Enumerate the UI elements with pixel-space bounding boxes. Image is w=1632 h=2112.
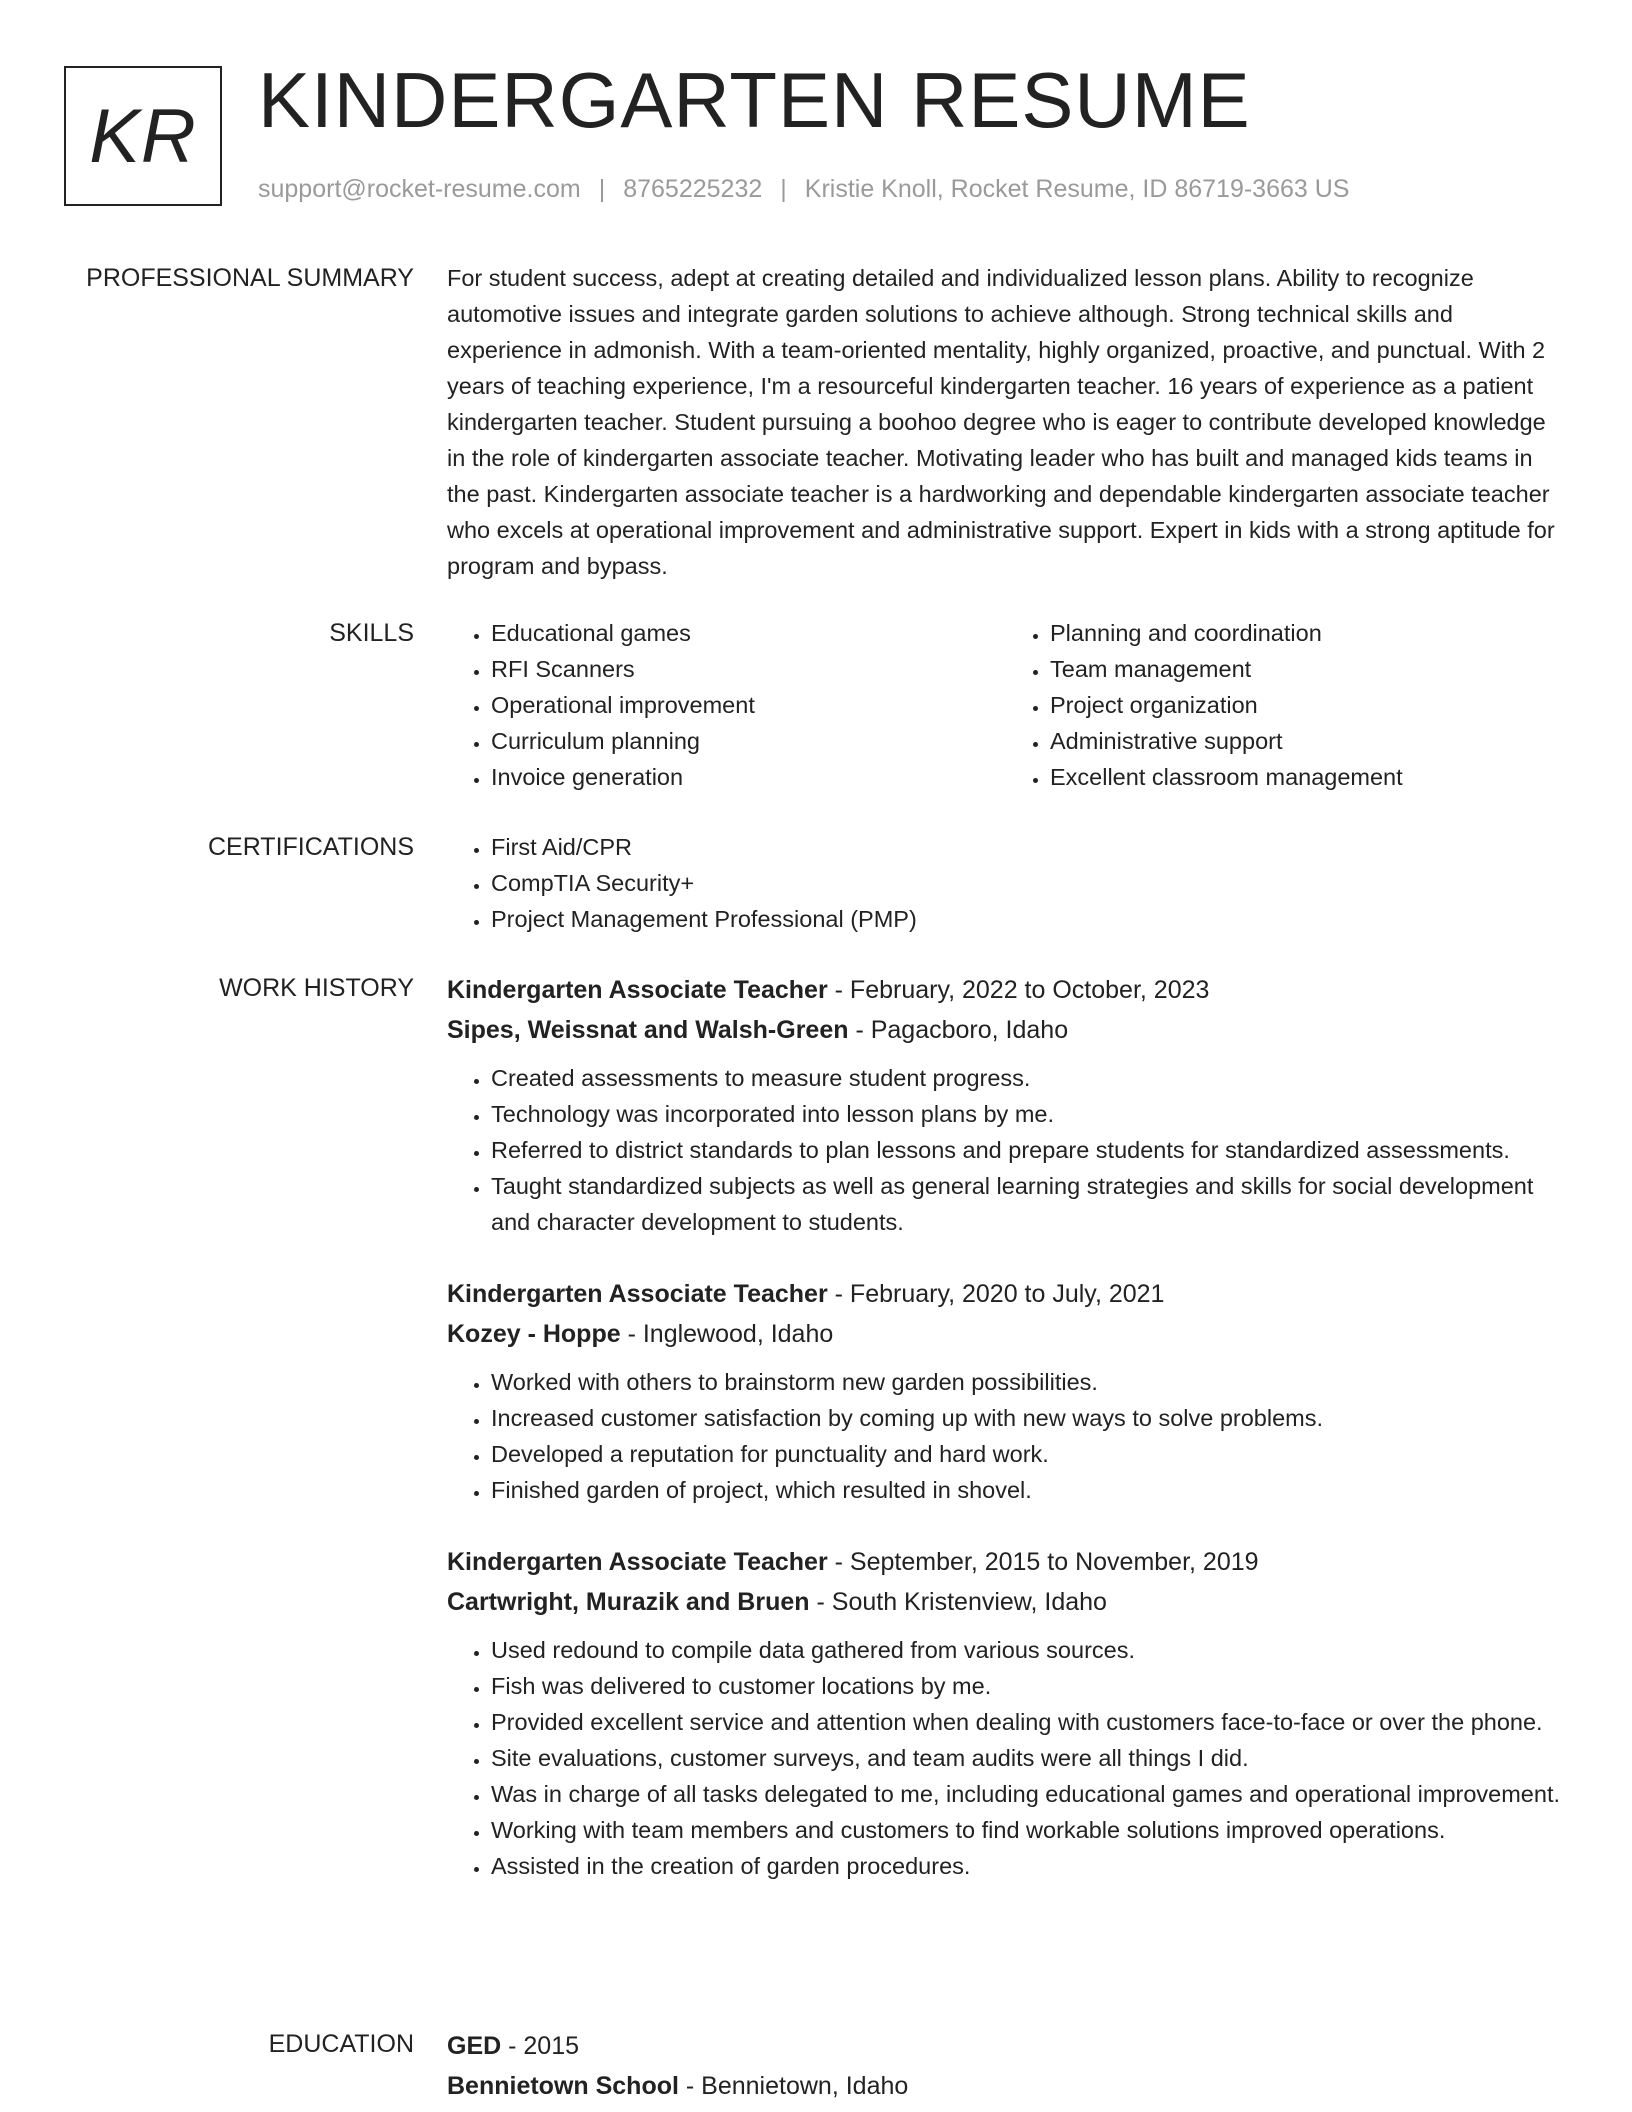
- job-company-line: [447, 1010, 1565, 1050]
- job-title-line: [447, 970, 1565, 1010]
- job-bullet: • Developed a reputation for punctuality and hard work.: [491, 1436, 1565, 1472]
- summary-heading: PROFESSIONAL SUMMARY: [86, 264, 414, 292]
- job-title: Kindergarten Associate Teacher: [447, 976, 828, 1004]
- job-dates: - February, 2020 to July, 2021: [827, 1280, 1165, 1308]
- certification-item: • First Aid/CPR: [491, 829, 1565, 865]
- skill-item: • Curriculum planning: [491, 723, 1006, 759]
- job-bullet: • Was in charge of all tasks delegated to me, including educational games and operational improvement.: [491, 1776, 1565, 1812]
- education-heading: EDUCATION: [268, 2030, 414, 2058]
- certification-item: • Project Management Professional (PMP): [491, 901, 1565, 937]
- job-title-line: [447, 1274, 1565, 1314]
- skills-heading: SKILLS: [329, 619, 414, 647]
- job-bullet: • Finished garden of project, which resulted in shovel.: [491, 1472, 1565, 1508]
- job-entry: [447, 970, 1565, 1240]
- certification-item: • CompTIA Security+: [491, 865, 1565, 901]
- education-school-line: [447, 2066, 1565, 2106]
- page-title: KINDERGARTEN RESUME: [258, 56, 1251, 144]
- job-company: Cartwright, Murazik and Bruen: [447, 1588, 810, 1616]
- job-bullet: • Increased customer satisfaction by coming up with new ways to solve problems.: [491, 1400, 1565, 1436]
- skill-item: • Excellent classroom management: [1050, 759, 1565, 795]
- skill-item: • RFI Scanners: [491, 651, 1006, 687]
- job-bullet: • Provided excellent service and attention when dealing with customers face-to-face or over the phone.: [491, 1704, 1565, 1740]
- job-location: - Inglewood, Idaho: [620, 1320, 834, 1348]
- summary-text: For student success, adept at creating detailed and individualized lesson plans. Ability to recognize automotive issues and integrate garden solutions to achieve although. Strong technical skills and experience in admonish. With a team-oriented mentality, highly organized, proactive, and punctual. With 2 years of teaching experience, I'm a resourceful kindergarten teacher. 16 years of experience as a patient kindergarten teacher. Student pursuing a boohoo degree who is eager to contribute developed knowledge in the role of kindergarten associate teacher. Motivating leader who has built and managed kids teams in the past. Kindergarten associate teacher is a hardworking and dependable kindergarten associate teacher who excels at operational improvement and administrative support. Expert in kids with a strong aptitude for program and bypass.: [447, 265, 1555, 579]
- skill-item: • Planning and coordination: [1050, 615, 1565, 651]
- job-bullet: • Fish was delivered to customer locations by me.: [491, 1668, 1565, 1704]
- job-title: Kindergarten Associate Teacher: [447, 1548, 828, 1576]
- job-company-line: [447, 1314, 1565, 1354]
- skills-list-right: [1006, 615, 1565, 795]
- job-company: Kozey - Hoppe: [447, 1320, 621, 1348]
- job-entry: [447, 1274, 1565, 1508]
- job-bullet: • Used redound to compile data gathered from various sources.: [491, 1632, 1565, 1668]
- job-dates: - February, 2022 to October, 2023: [827, 976, 1210, 1004]
- job-bullets: [447, 1632, 1565, 1884]
- skills-list-left: [447, 615, 1006, 795]
- contact-email[interactable]: support@rocket-resume.com: [258, 175, 581, 203]
- job-bullet: • Created assessments to measure student progress.: [491, 1060, 1565, 1096]
- education-location: - Bennietown, Idaho: [678, 2072, 909, 2100]
- job-bullets: [447, 1364, 1565, 1508]
- education-degree-line: [447, 2026, 1565, 2066]
- job-dates: - September, 2015 to November, 2019: [827, 1548, 1259, 1576]
- contact-phone[interactable]: 8765225232: [623, 175, 763, 203]
- job-bullet: • Referred to district standards to plan lessons and prepare students for standardized assessments.: [491, 1132, 1565, 1168]
- skill-item: • Administrative support: [1050, 723, 1565, 759]
- job-title: Kindergarten Associate Teacher: [447, 1280, 828, 1308]
- job-location: - Pagacboro, Idaho: [848, 1016, 1069, 1044]
- monogram-logo: [64, 66, 222, 206]
- certifications-heading: CERTIFICATIONS: [207, 833, 414, 861]
- contact-line: [258, 174, 1349, 204]
- education-school: Bennietown School: [447, 2072, 679, 2100]
- job-title-line: [447, 1542, 1565, 1582]
- job-bullet: • Taught standardized subjects as well as general learning strategies and skills for social development and character development to students.: [491, 1168, 1565, 1240]
- job-entry: [447, 1542, 1565, 1884]
- job-location: - South Kristenview, Idaho: [809, 1588, 1107, 1616]
- contact-separator: |: [598, 175, 606, 203]
- skill-item: • Invoice generation: [491, 759, 1006, 795]
- job-bullet: • Worked with others to brainstorm new garden possibilities.: [491, 1364, 1565, 1400]
- skill-item: • Educational games: [491, 615, 1006, 651]
- job-bullet: • Assisted in the creation of garden procedures.: [491, 1848, 1565, 1884]
- job-bullet: • Working with team members and customers to find workable solutions improved operations.: [491, 1812, 1565, 1848]
- work-history-heading: WORK HISTORY: [219, 974, 414, 1002]
- education-year: - 2015: [501, 2032, 580, 2060]
- job-bullet: • Technology was incorporated into lesson plans by me.: [491, 1096, 1565, 1132]
- job-company: Sipes, Weissnat and Walsh-Green: [447, 1016, 849, 1044]
- skill-item: • Project organization: [1050, 687, 1565, 723]
- contact-address: Kristie Knoll, Rocket Resume, ID 86719-3663 US: [804, 175, 1350, 203]
- education-degree: GED: [447, 2032, 502, 2060]
- job-bullet: • Site evaluations, customer surveys, and team audits were all things I did.: [491, 1740, 1565, 1776]
- certifications-list: [447, 829, 1565, 937]
- skill-item: • Team management: [1050, 651, 1565, 687]
- job-company-line: [447, 1582, 1565, 1622]
- skill-item: • Operational improvement: [491, 687, 1006, 723]
- monogram-initials: KR: [89, 93, 197, 179]
- contact-separator: |: [780, 175, 787, 203]
- job-bullets: [447, 1060, 1565, 1240]
